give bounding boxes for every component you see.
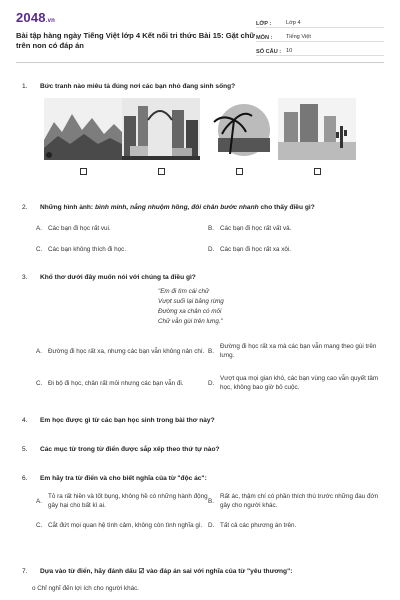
tropical-beach-image: [200, 98, 278, 160]
q3-option-a[interactable]: A. Đường đi học rất xa, nhưng các bạn vẫn không nản chí.: [36, 347, 205, 355]
question-4: 4. Em học được gì từ các bạn học sinh trong bài thơ này?: [22, 417, 215, 424]
q3-option-d[interactable]: D. Vượt qua mọi gian khó, các bạn vùng cao vẫn quyết tâm học, không bao giờ bỏ cuộc.: [208, 375, 379, 391]
image-option-beach[interactable]: [200, 98, 278, 175]
q6-option-d[interactable]: D. Tất cả các phương án trên.: [208, 522, 297, 529]
q7-option-first[interactable]: o Chỉ nghĩ đến lợi ích cho người khác.: [32, 585, 139, 592]
question-7: 7. Dựa vào từ điển, hãy đánh dấu ☑ vào đáp án sai với nghĩa của từ "yêu thương":: [22, 568, 293, 575]
q2-option-d[interactable]: D. Các bạn đi học rất xa xôi.: [208, 246, 292, 253]
q2-option-b[interactable]: B. Các bạn đi học rất vất vả.: [208, 225, 292, 232]
q3-options: [36, 342, 384, 392]
meta-subject: MÔN : Tiếng Việt: [256, 28, 384, 42]
checkbox-option-4[interactable]: [314, 168, 321, 175]
q6-options: [36, 492, 384, 530]
desert-image: [278, 98, 356, 160]
checkbox-option-1[interactable]: [80, 168, 87, 175]
q6-option-c[interactable]: C. Cắt đứt mọi quan hệ tình cảm, không còn tình nghĩa gì.: [36, 522, 203, 529]
question-3: 3. Khổ thơ dưới đây muốn nói với chúng ta điều gì?: [22, 274, 196, 281]
worksheet-header: [16, 10, 384, 63]
meta-panel: [256, 14, 384, 56]
image-option-mountains[interactable]: [44, 98, 122, 175]
city-image: [122, 98, 200, 160]
checkbox-option-2[interactable]: [158, 168, 165, 175]
q2-options: [36, 224, 384, 254]
q2-option-a[interactable]: A. Các bạn đi học rất vui.: [36, 225, 111, 232]
question-2: 2. Những hình ảnh: bình minh, nắng nhuộm hồng, đôi chân bước nhanh cho thấy điều gì?: [22, 204, 315, 211]
q1-image-options: [16, 98, 384, 175]
question-6: 6. Em hãy tra từ điển và cho biết nghĩa của từ "độc ác":: [22, 475, 207, 482]
document-title: Bài tập hàng ngày Tiếng Việt lớp 4 Kết nối tri thức Bài 15: Gặt chữ trên non có đáp án: [16, 31, 255, 50]
q3-option-b[interactable]: B. Đường đi học rất xa mà các bạn vẫn mang theo gùi trên lưng.: [208, 343, 377, 359]
question-1: 1. Bức tranh nào miêu tả đúng nơi các bạn nhỏ đang sinh sống?: [22, 83, 236, 90]
site-logo[interactable]: 2048.vn: [16, 10, 56, 25]
q6-option-a[interactable]: A. Tỏ ra rất hiền và tốt bụng, không hề có những hành động gây hại cho bất kì ai.: [36, 493, 208, 509]
question-5: 5. Các mục từ trong từ điển được sắp xếp theo thứ tự nào?: [22, 446, 220, 453]
poem-excerpt: "Em đi tìm cái chữ Vượt suối lại băng rừng Đường xa chân có mỏi Chữ vẫn gùi trên lưng.": [158, 288, 224, 325]
q2-option-c[interactable]: C. Các bạn không thích đi học.: [36, 246, 127, 253]
q6-option-b[interactable]: B. Rất ác, thậm chí có phần thích thú trước những đau đớn gây cho người khác.: [208, 493, 379, 509]
meta-class: LỚP : Lớp 4: [256, 14, 384, 28]
mountain-village-image: [44, 98, 122, 160]
q3-option-c[interactable]: C. Đi bộ đi học, chân rất mỏi nhưng các bạn vẫn đi.: [36, 379, 184, 387]
image-option-desert[interactable]: [278, 98, 356, 175]
image-option-city[interactable]: [122, 98, 200, 175]
checkbox-option-3[interactable]: [236, 168, 243, 175]
meta-question-count: SỐ CÂU : 10: [256, 42, 384, 56]
